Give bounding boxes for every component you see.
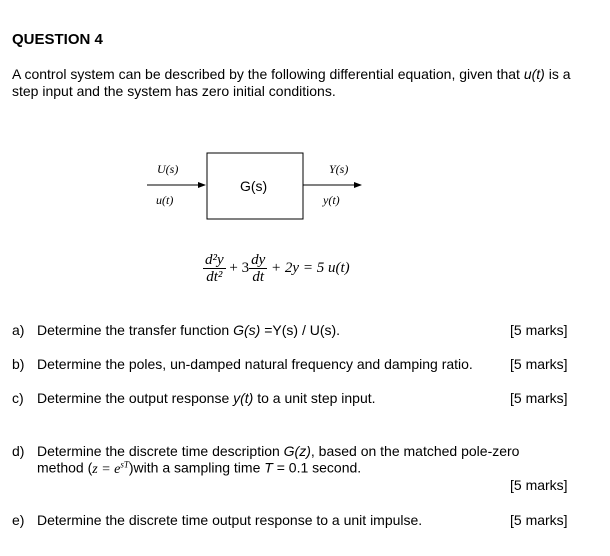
first-derivative-num: dy [251, 252, 266, 268]
part-a-marks: [5 marks] [510, 322, 568, 338]
part-a-suffix: =Y(s) / U(s). [260, 322, 341, 338]
part-c-var: y(t) [233, 390, 254, 406]
second-derivative-den: dt² [206, 269, 223, 285]
part-c-label: c) [12, 390, 24, 406]
part-a-var: G(s) [233, 322, 261, 338]
second-derivative [203, 252, 226, 285]
part-c-suffix: to a unit step input. [253, 390, 376, 406]
first-derivative-den: dt [252, 269, 265, 285]
part-c-prefix: Determine the output response [37, 390, 234, 406]
part-a-label: a) [12, 322, 25, 338]
part-d-formula-base: z = e [92, 461, 121, 477]
first-derivative [249, 252, 267, 285]
block-diagram [0, 0, 610, 240]
output-time-label: y(t) [323, 193, 340, 207]
part-d-method: method ( [37, 459, 93, 476]
part-a-prefix: Determine the transfer function [37, 322, 234, 338]
part-d-mid: )with a sampling time [128, 459, 265, 476]
part-a-text [37, 322, 340, 338]
part-e-label: e) [12, 512, 25, 528]
part-e-marks: [5 marks] [510, 512, 568, 528]
part-d-var: G(z) [283, 443, 311, 459]
part-d-T: T [264, 459, 273, 476]
intro-prefix: A control system can be described by the following differential equation, given that [12, 66, 524, 82]
part-d-marks: [5 marks] [510, 477, 568, 493]
part-b-label: b) [12, 356, 25, 372]
part-d-formula [92, 459, 129, 477]
part-d-label: d) [12, 443, 25, 459]
input-time-label: u(t) [156, 193, 174, 207]
part-c-text [37, 390, 376, 406]
input-laplace-label: U(s) [157, 162, 179, 176]
equation-op1: + 3 [229, 259, 250, 276]
part-d-line2 [37, 459, 361, 478]
part-b-text: Determine the poles, un-damped natural frequency and damping ratio. [37, 356, 473, 372]
equation-rest: + 2y = 5 u(t) [271, 259, 350, 276]
output-laplace-label: Y(s) [329, 162, 349, 176]
block-label: G(s) [240, 178, 268, 194]
part-d-line1 [37, 443, 519, 459]
part-d-tail: = 0.1 second. [272, 459, 362, 476]
second-derivative-num: d²y [205, 252, 224, 268]
part-e-text: Determine the discrete time output response to a unit impulse. [37, 512, 423, 528]
part-d-suffix: , based on the matched pole-zero [310, 443, 520, 459]
intro-suffix: is a step input and the system has zero initial conditions. [12, 66, 571, 99]
differential-equation [203, 252, 350, 285]
part-d-formula-exp: sT [120, 459, 129, 469]
part-d-prefix: Determine the discrete time description [37, 443, 284, 459]
intro-var: u(t) [523, 66, 545, 82]
part-c-marks: [5 marks] [510, 390, 568, 406]
part-b-marks: [5 marks] [510, 356, 568, 372]
question-heading: QUESTION 4 [12, 31, 103, 48]
